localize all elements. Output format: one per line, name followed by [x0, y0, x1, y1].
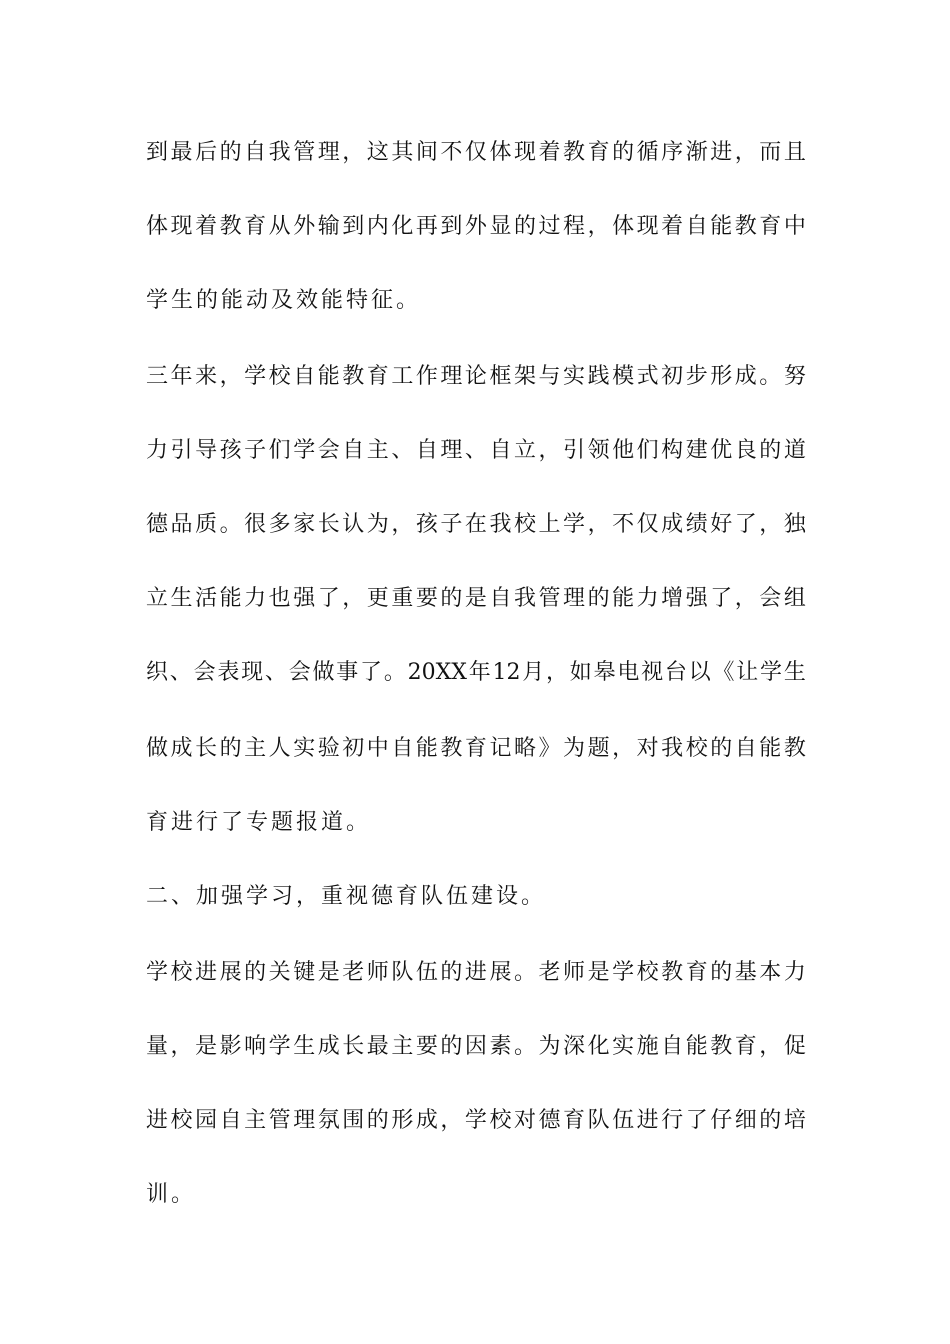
paragraph-line: 学生的能动及效能特征。 — [146, 288, 422, 313]
paragraph-line: 立 生 活 能 力 也 强 了 ， 更 重 要 的 是 自 我 管 理 的 能 力 增 强 了 ， 会 组 — [146, 586, 806, 611]
paragraph-line: 育进行了专题报道。 — [146, 810, 372, 835]
paragraph-line: 量 ， 是 影 响 学 生 成 长 最 主 要 的 因 素 。 为 深 化 实 施 自 能 教 育 ， 促 — [146, 1034, 806, 1059]
paragraph-line: 织 、 会 表 现 、 会 做 事 了 。 20XX 年 12 月 ， 如 皋 电 视 台 以 《 让 学 生 — [146, 660, 806, 685]
section-heading: 二、加强学习，重视德育队伍建设。 — [146, 884, 547, 909]
paragraph-line: 到 最 后 的 自 我 管 理 ， 这 其 间 不 仅 体 现 着 教 育 的 循 序 渐 进 ， 而 且 — [146, 140, 806, 165]
paragraph-line: 学 校 进 展 的 关 键 是 老 师 队 伍 的 进 展 。 老 师 是 学 校 教 育 的 基 本 力 — [146, 960, 806, 985]
paragraph-line: 体 现 着 教 育 从 外 输 到 内 化 再 到 外 显 的 过 程 ， 体 现 着 自 能 教 育 中 — [146, 214, 806, 239]
paragraph-line: 做 成 长 的 主 人 实 验 初 中 自 能 教 育 记 略 》 为 题 ， 对 我 校 的 自 能 教 — [146, 736, 806, 761]
paragraph-line: 进 校 园 自 主 管 理 氛 围 的 形 成 ， 学 校 对 德 育 队 伍 进 行 了 仔 细 的 培 — [146, 1108, 806, 1133]
paragraph-line: 训。 — [146, 1182, 197, 1207]
paragraph-line: 三 年 来 ， 学 校 自 能 教 育 工 作 理 论 框 架 与 实 践 模 式 初 步 形 成 。 努 — [146, 364, 806, 389]
paragraph-line: 德 品 质 。 很 多 家 长 认 为 ， 孩 子 在 我 校 上 学 ， 不 仅 成 绩 好 了 ， 独 — [146, 512, 806, 537]
paragraph-line: 力 引 导 孩 子 们 学 会 自 主 、 自 理 、 自 立 ， 引 领 他 们 构 建 优 良 的 道 — [146, 438, 806, 463]
